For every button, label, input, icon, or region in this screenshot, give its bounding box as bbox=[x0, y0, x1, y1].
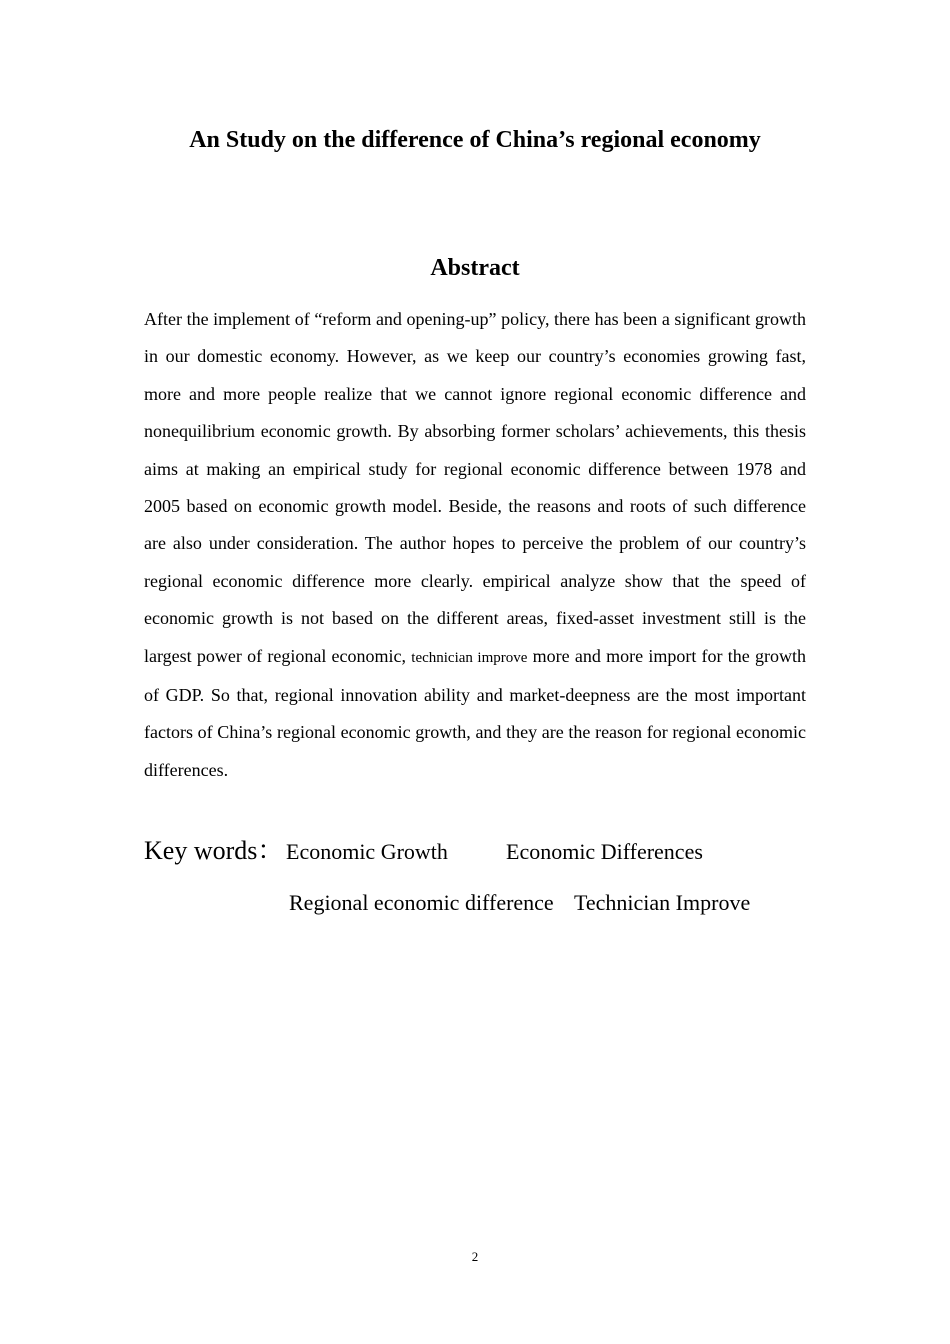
keyword-item: Technician Improve bbox=[574, 890, 751, 915]
keywords-label: Key words： bbox=[144, 836, 284, 865]
keyword-item: Economic Differences bbox=[506, 839, 703, 864]
abstract-text-part-1: After the implement of “reform and opening-up” policy, there has been a significant growth in our domestic economy. However, as we keep our country’s economies growing fast, more and more people realize that we cannot ignore regional economic difference and nonequilibrium economic growth. By absorbing former scholars’ achievements, this thesis aims at making an empirical study for regional economic difference between 1978 and 2005 based on economic growth model. Beside, the reasons and roots of such difference are also under consideration. The author hopes to perceive the problem of our country’s regional economic difference more clearly. empirical analyze show that the speed of economic growth is not based on the different areas, fixed-asset investment still is the largest power of regional economic, bbox=[144, 309, 806, 666]
abstract-text-part-2: more and more import for the growth of GDP. So that, regional innovation ability and market-deepness are the most important factors of China’s regional economic growth, and they are the reason for regional economic differences. bbox=[144, 645, 807, 780]
document-title: An Study on the difference of China’s regional economy bbox=[189, 127, 761, 153]
keyword-item: Economic Growth bbox=[286, 839, 448, 864]
keyword-item: Regional economic difference bbox=[289, 890, 554, 915]
abstract-paragraph bbox=[144, 301, 806, 789]
abstract-heading: Abstract bbox=[430, 255, 520, 281]
abstract-text-small-run: technician improve bbox=[411, 649, 528, 666]
page-number: 2 bbox=[471, 1249, 479, 1264]
